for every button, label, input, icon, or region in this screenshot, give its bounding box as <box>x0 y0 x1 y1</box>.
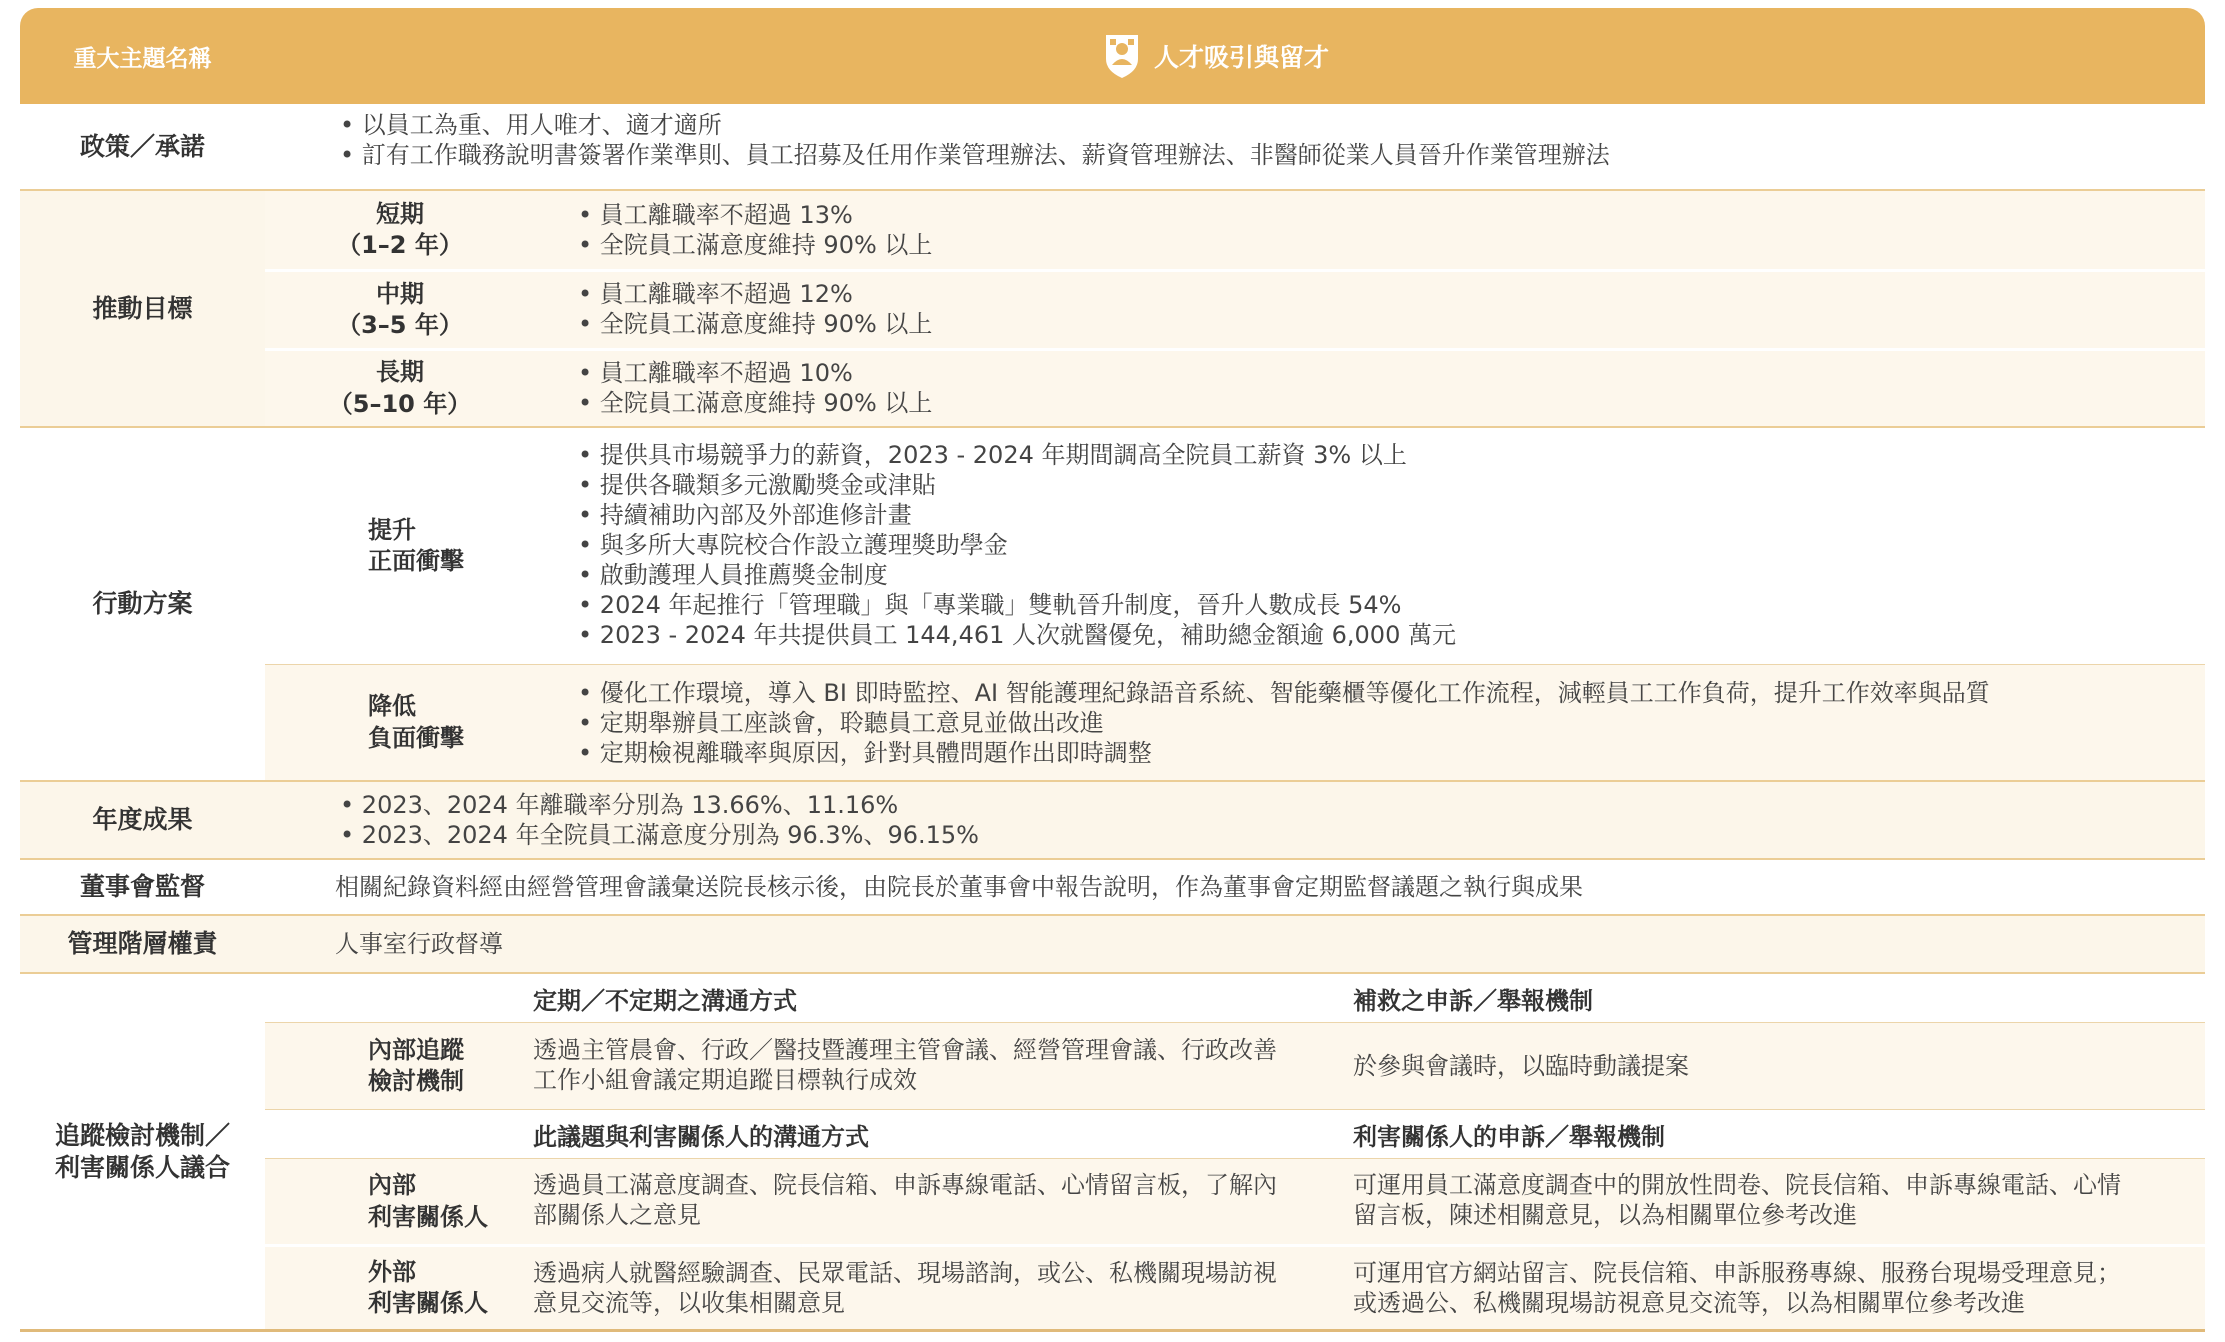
list-item: • 訂有工作職務說明書簽署作業準則、員工招募及任用作業管理辦法、薪資管理辦法、非醫師從業人員晉升作業管理辦法 <box>340 140 2190 170</box>
col-header: 補救之申訴／舉報機制 <box>1353 986 1593 1015</box>
label-line: 追蹤檢討機制／ <box>54 1121 230 1151</box>
col-header: 利害關係人的申訴／舉報機制 <box>1353 1122 1665 1151</box>
management-text: 人事室行政督導 <box>335 930 503 958</box>
internal-stakeholder-remedy <box>1353 1170 2193 1230</box>
goal-term: 中期 <box>376 279 424 308</box>
list-item: • 員工離職率不超過 10% <box>578 358 2178 388</box>
list-item: • 啟動護理人員推薦獎金制度 <box>578 560 2198 590</box>
divider <box>20 426 2205 428</box>
list-item: • 以員工為重、用人唯才、適才適所 <box>340 110 2190 140</box>
external-stakeholder-label <box>368 1247 528 1329</box>
goal-short-label <box>265 191 535 269</box>
list-item: • 提供各職類多元激勵獎金或津貼 <box>578 470 2198 500</box>
policy-list <box>340 110 2190 170</box>
list-item: • 員工離職率不超過 12% <box>578 279 2178 309</box>
list-item: • 全院員工滿意度維持 90% 以上 <box>578 230 2178 260</box>
internal-review-method <box>533 1035 1333 1095</box>
list-item: • 2023 - 2024 年共提供員工 144,461 人次就醫優免，補助總金額逾 6,000 萬元 <box>578 620 2198 650</box>
list-item: • 定期檢視離職率與原因，針對具體問題作出即時調整 <box>578 738 2198 768</box>
external-stakeholder-method <box>533 1258 1333 1318</box>
col-header: 此議題與利害關係人的溝通方式 <box>533 1122 869 1151</box>
header-title-group <box>1100 8 1380 104</box>
list-item: • 提供具市場競爭力的薪資，2023 - 2024 年期間調高全院員工薪資 3% 以上 <box>578 440 2198 470</box>
tracking-label <box>20 974 265 1329</box>
label-line: 正面衝擊 <box>368 547 464 575</box>
label-line: 內部追蹤 <box>368 1035 464 1064</box>
goal-term: 短期 <box>376 199 424 228</box>
actions-label: 行動方案 <box>92 589 193 619</box>
label-line: 檢討機制 <box>368 1067 464 1095</box>
label-line: 降低 <box>368 692 416 721</box>
internal-stakeholder-label <box>368 1159 528 1244</box>
divider <box>265 269 2205 272</box>
results-list <box>340 790 2190 850</box>
goal-mid-list <box>578 279 2178 339</box>
col-header: 定期／不定期之溝通方式 <box>533 986 797 1015</box>
action-positive-label <box>368 428 568 664</box>
text-line: 可運用官方網站留言、院長信箱、申訴服務專線、服務台現場受理意見； <box>1353 1259 2121 1287</box>
list-item: • 持續補助內部及外部進修計畫 <box>578 500 2198 530</box>
internal-review-remedy: 於參與會議時，以臨時動議提案 <box>1353 1052 1689 1080</box>
results-label: 年度成果 <box>92 805 193 835</box>
list-item: • 全院員工滿意度維持 90% 以上 <box>578 388 2178 418</box>
text-line: 可運用員工滿意度調查中的開放性問卷、院長信箱、申訴專線電話、心情 <box>1353 1171 2121 1199</box>
list-item: • 全院員工滿意度維持 90% 以上 <box>578 309 2178 339</box>
label-line: 利害關係人 <box>368 1202 488 1231</box>
text-line: 部關係人之意見 <box>533 1201 701 1229</box>
list-item: • 2023、2024 年離職率分別為 13.66%、11.16% <box>340 790 2190 820</box>
label-line: 內部 <box>368 1171 416 1200</box>
action-negative-label <box>368 665 568 780</box>
goal-term: 長期 <box>376 358 424 387</box>
table-bottom-rule <box>20 1329 2205 1332</box>
goal-range: （5–10 年） <box>328 389 472 418</box>
board-text: 相關紀錄資料經由經營管理會議彙送院長核示後，由院長於董事會中報告說明，作為董事會定期監督議題之執行與成果 <box>335 873 1583 901</box>
text-line: 透過員工滿意度調查、院長信箱、申訴專線電話、心情留言板，了解內 <box>533 1171 1277 1199</box>
list-item: • 2024 年起推行「管理職」與「專業職」雙軌晉升制度，晉升人數成長 54% <box>578 590 2198 620</box>
goal-long-label <box>265 351 535 426</box>
list-item: • 2023、2024 年全院員工滿意度分別為 96.3%、96.15% <box>340 820 2190 850</box>
label-line: 外部 <box>368 1257 416 1286</box>
goal-range: （3–5 年） <box>337 311 463 339</box>
text-line: 意見交流等，以收集相關意見 <box>533 1289 845 1317</box>
list-item: • 與多所大專院校合作設立護理獎助學金 <box>578 530 2198 560</box>
goals-label: 推動目標 <box>92 293 193 323</box>
action-negative-list <box>578 678 2198 768</box>
external-stakeholder-remedy <box>1353 1258 2193 1318</box>
header-title: 人才吸引與留才 <box>1154 43 1330 72</box>
internal-review-label <box>368 1023 528 1109</box>
divider <box>265 348 2205 351</box>
list-item: • 優化工作環境，導入 BI 即時監控、AI 智能護理紀錄語音系統、智能藥櫃等優化工作流程，減輕員工工作負荷，提升工作效率與品質 <box>578 678 2198 708</box>
header-left-label: 重大主題名稱 <box>73 45 212 72</box>
talent-icon <box>1100 31 1144 81</box>
goal-range: （1–2 年） <box>337 231 463 259</box>
text-line: 留言板，陳述相關意見，以為相關單位參考改進 <box>1353 1201 1857 1229</box>
text-line: 透過病人就醫經驗調查、民眾電話、現場諮詢，或公、私機關現場訪視 <box>533 1259 1277 1287</box>
text-line: 或透過公、私機關現場訪視意見交流等，以為相關單位參考改進 <box>1353 1289 2025 1317</box>
internal-stakeholder-method <box>533 1170 1333 1230</box>
goal-mid-label <box>265 272 535 348</box>
text-line: 工作小組會議定期追蹤目標執行成效 <box>533 1066 917 1094</box>
action-positive-list <box>578 440 2198 650</box>
label-line: 提升 <box>368 515 416 544</box>
list-item: • 員工離職率不超過 13% <box>578 200 2178 230</box>
goal-short-list <box>578 200 2178 260</box>
divider <box>20 858 2205 860</box>
goal-long-list <box>578 358 2178 418</box>
policy-label: 政策／承諾 <box>79 131 205 161</box>
label-line: 利害關係人議合 <box>54 1152 230 1182</box>
text-line: 透過主管晨會、行政／醫技暨護理主管會議、經營管理會議、行政改善 <box>533 1036 1277 1064</box>
management-label: 管理階層權責 <box>67 929 218 959</box>
label-line: 負面衝擊 <box>368 723 464 752</box>
label-line: 利害關係人 <box>368 1289 488 1317</box>
list-item: • 定期舉辦員工座談會，聆聽員工意見並做出改進 <box>578 708 2198 738</box>
board-label: 董事會監督 <box>79 872 205 902</box>
